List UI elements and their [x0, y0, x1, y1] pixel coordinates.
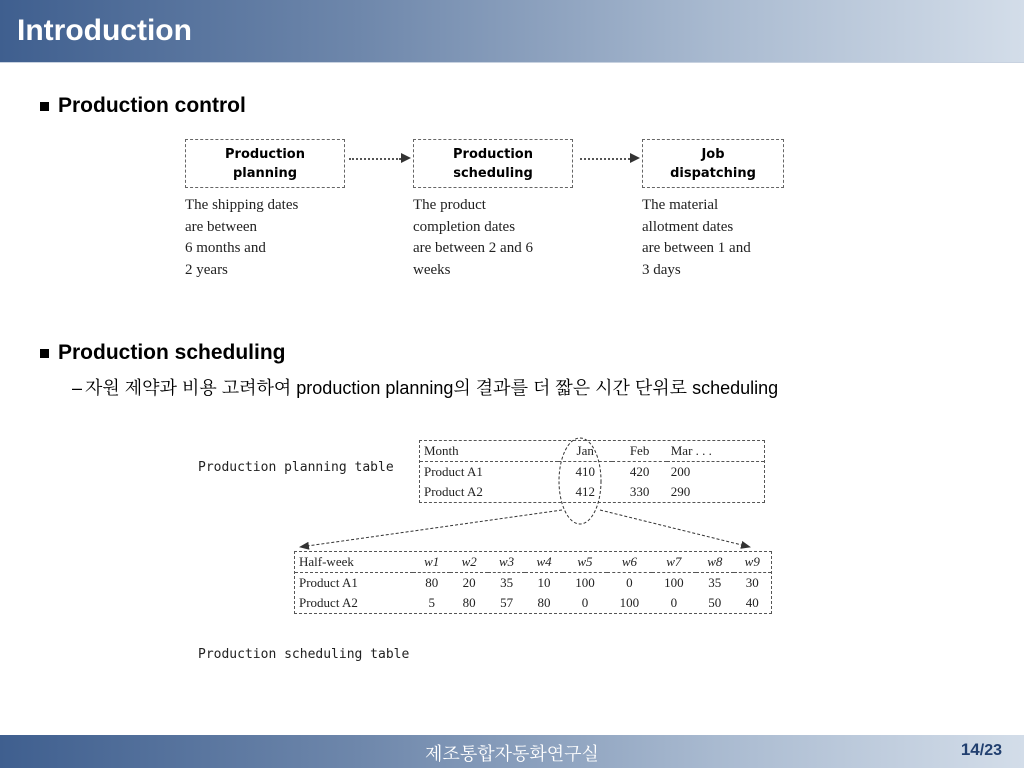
box-label: planning [232, 165, 298, 181]
slide-title: Introduction [17, 14, 192, 47]
table-cell: 20 [462, 575, 476, 590]
table-cell: 40 [745, 595, 759, 610]
box-label: Production [225, 146, 305, 162]
table-cell: 35 [500, 575, 514, 590]
note-line: are between [185, 218, 258, 235]
table-cell: 100 [619, 595, 640, 610]
note-line: 2 years [185, 261, 228, 278]
table-cell: 50 [708, 595, 722, 610]
page-number [961, 740, 1002, 760]
table-cell: Half-week [295, 552, 413, 573]
table-cell: 330 [629, 484, 650, 499]
footer-bar [0, 735, 1024, 768]
table-cell: 35 [708, 575, 722, 590]
box-label: Job [701, 146, 725, 162]
section-heading: Production control [58, 94, 246, 117]
note-line: The shipping dates [185, 197, 299, 213]
table-cell: Product A1 [299, 575, 358, 590]
table-cell: w8 [696, 552, 733, 573]
expand-arrow-right-icon [600, 510, 750, 547]
box-label: dispatching [670, 165, 756, 181]
planning-table-caption: Production planning table [198, 460, 394, 475]
table-cell: w4 [525, 552, 562, 573]
table-header-row [295, 552, 771, 573]
note-line: allotment dates [642, 218, 734, 235]
current-page: 14 [960, 740, 980, 759]
table-cell: 100 [575, 575, 595, 590]
table-cell: 100 [664, 575, 684, 590]
table-cell: Product A2 [299, 595, 358, 610]
table-cell: Jan [558, 441, 612, 462]
table-row [295, 593, 771, 613]
lab-name: 제조통합자동화연구실 [425, 744, 599, 764]
table-cell: 0 [670, 595, 678, 610]
table-cell: 57 [500, 595, 514, 610]
jan-ellipse [559, 438, 601, 524]
table-cell: 290 [670, 484, 691, 499]
table-cell: w9 [734, 552, 772, 573]
note-line: weeks [413, 261, 451, 278]
table-cell: 5 [428, 595, 435, 610]
table-cell: 10 [537, 575, 551, 590]
table-cell: 30 [745, 575, 759, 590]
expand-arrow-left-icon [300, 510, 562, 547]
table-cell: w1 [413, 552, 450, 573]
note-line: are between 1 and [642, 240, 751, 256]
note-line: 6 months and [185, 240, 266, 256]
table-row [295, 573, 771, 594]
table-cell: 420 [629, 464, 650, 479]
note-line: The material [642, 197, 719, 213]
note-line: completion dates [413, 218, 516, 235]
note-line: 3 days [642, 261, 681, 278]
table-cell: w7 [652, 552, 696, 573]
table-cell: Product A2 [424, 484, 483, 499]
scheduling-table [294, 551, 772, 614]
table-cell: Feb [612, 441, 666, 462]
table-cell: 80 [425, 575, 439, 590]
dash-icon: – [72, 378, 83, 398]
table-cell: 412 [575, 484, 595, 499]
table-cell: Product A1 [424, 464, 483, 479]
table-cell: 0 [581, 595, 589, 610]
box-label: Production [453, 146, 533, 162]
table-cell: 80 [462, 595, 476, 610]
table-cell: 200 [670, 464, 691, 479]
table-cell: w6 [607, 552, 651, 573]
table-cell: 0 [626, 575, 633, 590]
table-cell: Mar . . . [667, 441, 764, 462]
scheduling-table-caption: Production scheduling table [198, 647, 410, 662]
table-cell: w2 [450, 552, 487, 573]
sub-bullet-text: 자원 제약과 비용 고려하여 production planning의 결과를 더 짧은 시간 단위로 scheduling [85, 378, 779, 398]
note-line: are between 2 and 6 [413, 240, 533, 256]
table-cell: Month [420, 441, 558, 462]
table-cell: w3 [488, 552, 525, 573]
note-line: The product [413, 197, 486, 213]
section-heading: Production scheduling [58, 341, 286, 364]
total-pages: /23 [979, 742, 1002, 759]
table-cell: 410 [575, 464, 595, 479]
table-cell: 80 [537, 595, 551, 610]
table-cell: w5 [563, 552, 607, 573]
box-label: scheduling [453, 165, 533, 181]
